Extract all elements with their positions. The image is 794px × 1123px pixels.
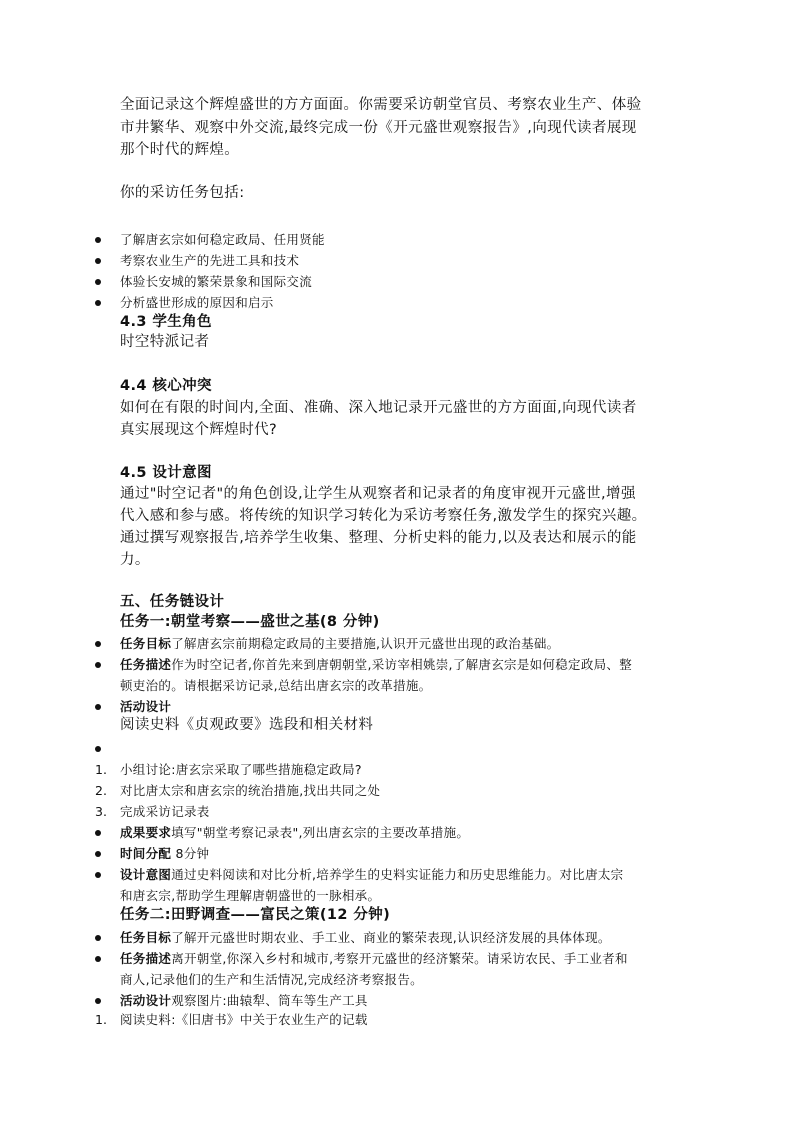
intro-line-3: 那个时代的辉煌。 (120, 142, 240, 158)
task1-desc-label: 任务描述 (120, 657, 172, 672)
task2-goal-label: 任务目标 (120, 930, 172, 945)
task1-activity-text: 阅读史料《贞观政要》选段和相关材料 (120, 717, 374, 733)
task1-time-text: 8分钟 (171, 846, 210, 861)
section-4-4-line-1: 如何在有限的时间内,全面、准确、深入地记录开元盛世的方方面面,向现代读者 (120, 400, 637, 416)
section-4-4-line-2: 真实展现这个辉煌时代? (120, 422, 278, 438)
section-4-5-heading: 4.5 设计意图 (120, 465, 212, 481)
task2-desc-text-2: 商人,记录他们的生产和生活情况,完成经济考察报告。 (120, 972, 423, 987)
bullet-icon (95, 300, 101, 306)
task2-title: 任务二:田野调查——富民之策(12 分钟) (120, 907, 391, 923)
bullet-icon (95, 258, 101, 264)
task2-activity-text: 观察图片:曲辕犁、筒车等生产工具 (171, 993, 368, 1008)
bullet-icon (95, 746, 101, 752)
section-4-5-line-1: 通过"时空记者"的角色创设,让学生从观察者和记录者的角度审视开元盛世,增强 (120, 486, 636, 502)
task1-activity-label: 活动设计 (120, 699, 172, 714)
task2-goal-text: 了解开元盛世时期农业、手工业、商业的繁荣表现,认识经济发展的具体体现。 (171, 930, 611, 945)
task1-title: 任务一:朝堂考察——盛世之基(8 分钟) (120, 614, 380, 630)
task2-desc-label: 任务描述 (120, 951, 172, 966)
section-4-4-heading: 4.4 核心冲突 (120, 378, 212, 394)
bullet-icon (95, 935, 101, 941)
section-4-5-line-4: 力。 (120, 552, 150, 568)
section-5-heading: 五、任务链设计 (120, 594, 225, 610)
task1-time (120, 844, 209, 864)
task1-desc-text-2: 顿吏治的。请根据采访记录,总结出唐玄宗的改革措施。 (120, 678, 432, 693)
task1-result-label: 成果要求 (120, 825, 172, 840)
intro-line-2: 市井繁华、观察中外交流,最终完成一份《开元盛世观察报告》,向现代读者展现 (120, 120, 637, 136)
bullet-icon (95, 956, 101, 962)
task1-intent (120, 865, 623, 885)
task1-goal-text: 了解唐玄宗前期稳定政局的主要措施,认识开元盛世出现的政治基础。 (171, 636, 560, 651)
task2-activity-label: 活动设计 (120, 993, 172, 1008)
bullet-icon (95, 704, 101, 710)
step-number: 3. (95, 804, 107, 819)
section-4-5-line-3: 通过撰写观察报告,培养学生收集、整理、分析史料的能力,以及表达和展示的能 (120, 530, 637, 546)
task1-result (120, 823, 469, 843)
task1-result-text: 填写"朝堂考察记录表",列出唐玄宗的主要改革措施。 (171, 825, 470, 840)
task2-activity (120, 991, 368, 1011)
bullet-icon (95, 872, 101, 878)
task2-goal (120, 928, 611, 948)
task-item: 了解唐玄宗如何稳定政局、任用贤能 (120, 232, 325, 247)
section-4-5-line-2: 代入感和参与感。将传统的知识学习转化为采访考察任务,激发学生的探究兴趣。 (120, 508, 647, 524)
task2-step: 阅读史料:《旧唐书》中关于农业生产的记载 (120, 1012, 368, 1027)
task1-step: 小组讨论:唐玄宗采取了哪些措施稳定政局? (120, 762, 362, 777)
task-item: 分析盛世形成的原因和启示 (120, 295, 274, 310)
bullet-icon (95, 662, 101, 668)
task-item: 体验长安城的繁荣景象和国际交流 (120, 274, 313, 289)
task2-desc (120, 949, 628, 969)
section-4-3-heading: 4.3 学生角色 (120, 314, 212, 330)
tasks-intro: 你的采访任务包括: (120, 185, 245, 201)
task1-time-label: 时间分配 (120, 846, 172, 861)
bullet-icon (95, 830, 101, 836)
task-item: 考察农业生产的先进工具和技术 (120, 253, 300, 268)
step-number: 1. (95, 1012, 107, 1027)
step-number: 2. (95, 783, 107, 798)
bullet-icon (95, 851, 101, 857)
intro-line-1: 全面记录这个辉煌盛世的方方面面。你需要采访朝堂官员、考察农业生产、体验 (120, 97, 642, 113)
task1-intent-label: 设计意图 (120, 867, 172, 882)
step-number: 1. (95, 762, 107, 777)
task1-step: 对比唐太宗和唐玄宗的统治措施,找出共同之处 (120, 783, 381, 798)
task1-step: 完成采访记录表 (120, 804, 210, 819)
task1-desc-text-1: 作为时空记者,你首先来到唐朝朝堂,采访宰相姚崇,了解唐玄宗是如何稳定政局、整 (171, 657, 633, 672)
task1-goal-label: 任务目标 (120, 636, 172, 651)
task1-goal (120, 634, 559, 654)
task1-intent-text-2: 和唐玄宗,帮助学生理解唐朝盛世的一脉相承。 (120, 888, 381, 903)
task1-desc (120, 655, 632, 675)
bullet-icon (95, 237, 101, 243)
bullet-icon (95, 279, 101, 285)
task2-desc-text-1: 离开朝堂,你深入乡村和城市,考察开元盛世的经济繁荣。请采访农民、手工业者和 (171, 951, 628, 966)
bullet-icon (95, 641, 101, 647)
bullet-icon (95, 998, 101, 1004)
section-4-3-text: 时空特派记者 (120, 334, 210, 350)
task1-intent-text-1: 通过史料阅读和对比分析,培养学生的史料实证能力和历史思维能力。对比唐太宗 (171, 867, 624, 882)
